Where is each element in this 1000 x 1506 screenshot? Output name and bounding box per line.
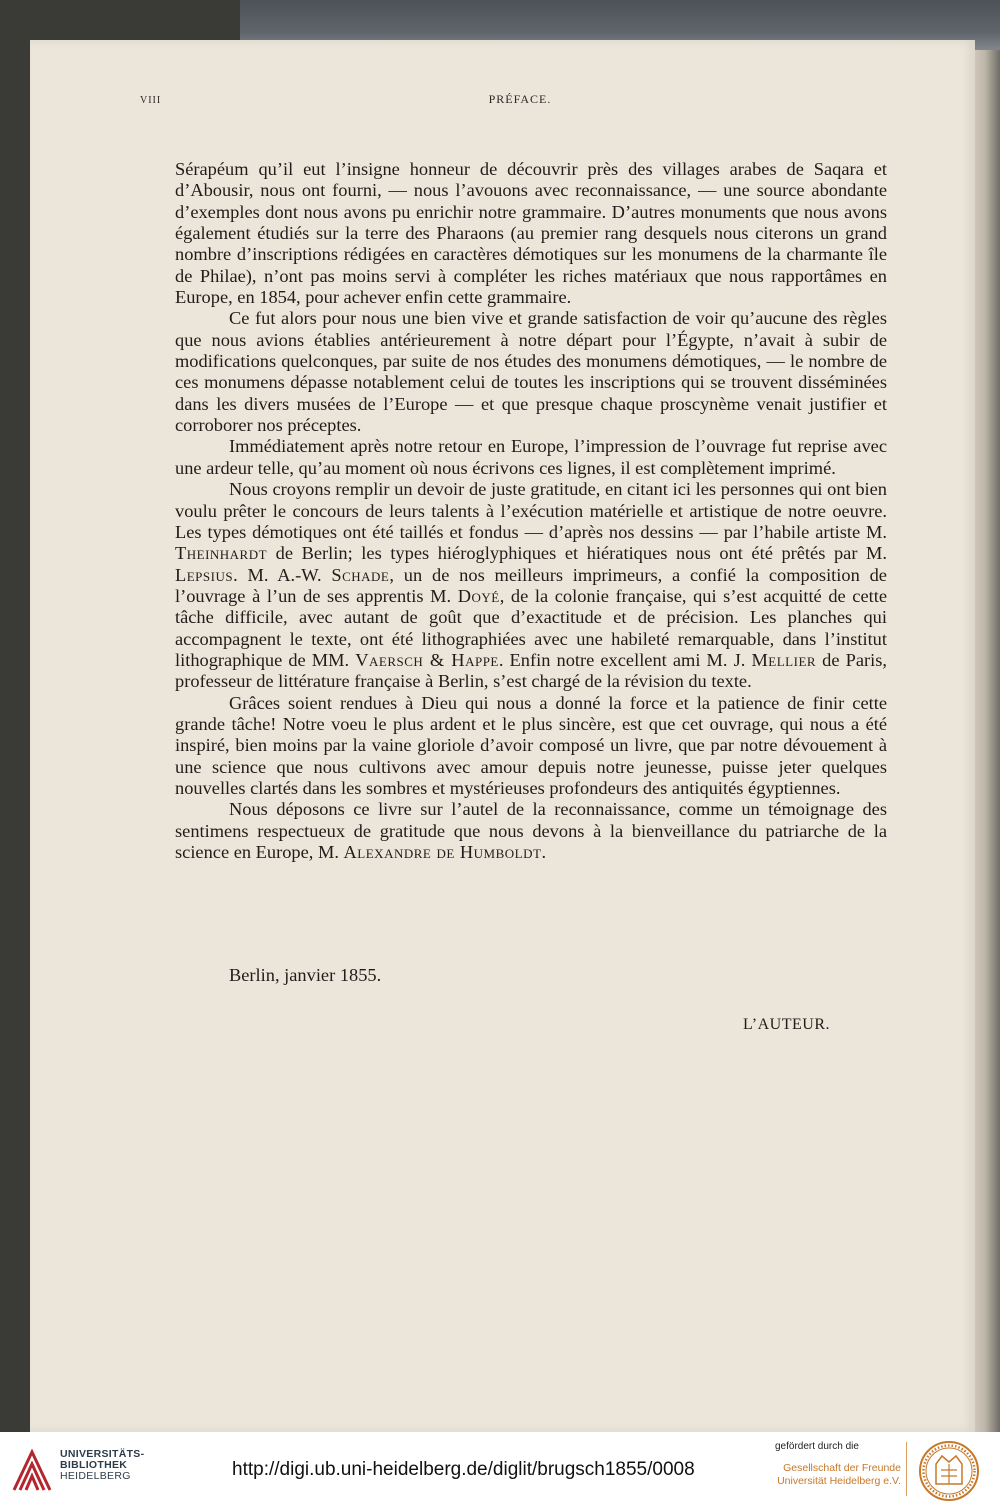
text-run: de Berlin; les types hiéroglyphiques et hiératiques nous ont été prêtés par M.: [267, 543, 887, 564]
text-run: .: [541, 842, 547, 862]
text-run: de Paris, professeur de littérature française à Berlin, s’est chargé de la révision du texte.: [175, 649, 887, 692]
name-lepsius: Lepsius: [175, 564, 234, 585]
author-signature: L’AUTEUR.: [742, 1016, 830, 1033]
sponsor-name: [775, 1462, 901, 1488]
page-edge: [975, 50, 1000, 1432]
paragraph-5: Grâces soient rendues à Dieu qui nous a donné la force et la patience de finir cette grande tâche! Notre voeu le plus ardent et le plus sincère, est que cet ouvrage, qui nous a été inspiré, bien moins par la vaine gloriole d’avoir composé un livre, que par notre dévouement à une science que nous cultivons avec amour depuis notre jeunesse, puisse jeter quelques nouvelles clartés dans les sombres et mystérieuses profondeurs des antiquités égyptiennes.: [175, 692, 887, 798]
paragraph-1: Sérapéum qu’il eut l’insigne honneur de découvrir près des villages arabes de Saqara et d’Abousir, nous ont fourni, — nous l’avouons avec reconnaissance, — une source abondante d’exemples dont nous avons pu enrichir notre grammaire. D’autres monuments que nous avons également étudiés sur la terre des Pharaons (au premier rang desquels nous citerons un grand nombre d’inscriptions rédigées en caractères démotiques sur les monumens de la charmante île de Philae), n’ont pas moins servi à compléter les riches matériaux que nous rapportâmes en Europe, en 1854, pour achever enfin cette grammaire.: [175, 159, 887, 308]
name-theinhardt: Theinhardt: [175, 543, 268, 564]
sponsor-name-line: Universität Heidelberg e.V.: [777, 1475, 901, 1487]
paragraph-6: [175, 799, 887, 863]
name-mellier: Mellier: [751, 649, 817, 670]
text-run: . Enfin notre excellent ami M. J.: [498, 649, 752, 670]
sponsor-name-line: Gesellschaft der Freunde: [783, 1462, 901, 1474]
library-name-line: HEIDELBERG: [60, 1470, 131, 1482]
name-humboldt: Alexandre de Humboldt: [343, 842, 542, 862]
name-schade: Schade: [331, 564, 390, 585]
university-seal-icon: [918, 1440, 980, 1502]
paragraph-2: Ce fut alors pour nous une bien vive et grande satisfaction de voir qu’aucune des règles que nous avions établies antérieurement à notre départ pour l’Égypte, n’avait à subir de modifications quelconques, par suite de nos études des monumens démotiques, — le nombre de ces monumens dépasse notablement celui de toutes les inscriptions qui se trouvent disséminées dans les divers musées de l’Europe — et que presque chaque proscynème venait justifier et corroborer nos préceptes.: [175, 308, 887, 436]
paragraph-4: [175, 479, 887, 692]
running-header: [140, 92, 900, 112]
library-name-line: BIBLIOTHEK: [60, 1459, 128, 1471]
text-run: Nous déposons ce livre sur l’autel de la reconnaissance, comme un témoignage des sentimens respectueux de gratitude que nous devons à la bienveillance du patriarche de la science en Europe, M.: [175, 799, 887, 862]
paragraph-3: Immédiatement après notre retour en Europe, l’impression de l’ouvrage fut reprise avec une ardeur telle, qu’au moment où nous écrivons ces lignes, il est complètement imprimé.: [175, 436, 887, 478]
text-run: Nous croyons remplir un devoir de juste gratitude, en citant ici les personnes qui ont bien voulu prêter le concours de leurs talents à l’exécution matérielle et artistique de notre oeuvre. Les types démotiques ont été taillés et fondus — d’après nos dessins — par l’habile artiste M.: [175, 479, 887, 542]
library-logo-icon: [10, 1444, 54, 1494]
text-run: , de la colonie française, qui s’est acquitté de cette tâche difficile, avec autant de goût que d’exactitude et de précision. Les planches qui accompagnent le texte, ont été lithographiées avec une habileté remarquable, dans l’institut lithographique de MM.: [175, 585, 887, 670]
text-run: . M. A.-W.: [233, 564, 332, 585]
sponsor-divider: [906, 1442, 907, 1496]
library-name: [60, 1449, 144, 1482]
running-title: PRÉFACE.: [488, 92, 552, 106]
viewer-footer: [0, 1432, 1000, 1506]
permalink-url[interactable]: http://digi.ub.uni-heidelberg.de/diglit/brugsch1855/0008: [232, 1459, 695, 1480]
library-name-line: UNIVERSITÄTS-: [60, 1448, 145, 1460]
name-doye: Doyé: [457, 585, 500, 606]
body-text: [175, 159, 887, 863]
place-date: Berlin, janvier 1855.: [229, 965, 382, 985]
name-vaersch-happe: Vaersch & Happe: [355, 649, 499, 670]
sponsor-note: gefördert durch die: [775, 1441, 859, 1452]
text-run: , un de nos meilleurs imprimeurs, a confié la composition de l’ouvrage à l’un de ses apprentis M.: [175, 564, 887, 606]
page-number: VIII: [140, 95, 162, 106]
